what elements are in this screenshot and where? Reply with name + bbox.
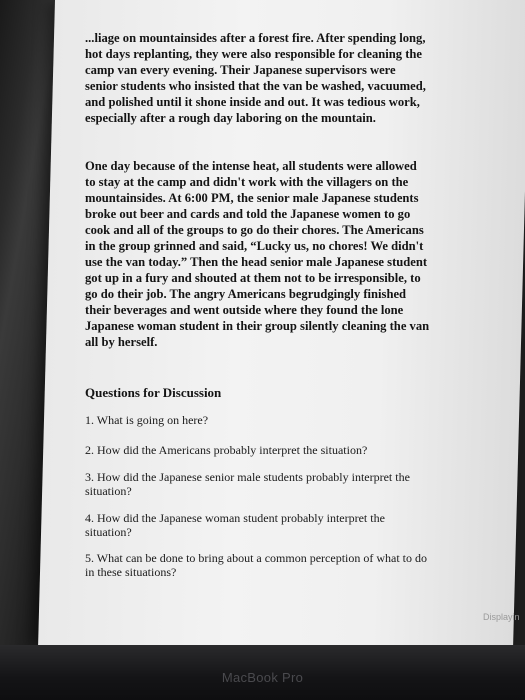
paragraph-1: ...liage on mountainsides after a forest fire. After spending long, hot days replanting, they were also responsible for cleaning the camp van every evening. Their Japanese supervisors were senior students who insisted that the van be washed, vacuumed, and polished until it shone inside and out. It was tedious work, especially after a rough day laboring on the mountain. (85, 31, 426, 125)
question-4: 4. How did the Japanese woman student probably interpret the situation? (85, 511, 385, 539)
paragraph-2: One day because of the intense heat, all students were allowed to stay at the camp and didn't work with the villagers on the mountainsides. At 6:00 PM, the senior male Japanese students broke out beer and cards and told the Japanese women to go cook and all of the groups to go do their chores. The Americans in the group grinned and said, “Lucky us, no chores! We didn't use the van today.” Then the head senior male Japanese student got up in a fury and shouted at them not to be irresponsible, to go do their job. The angry Americans begrudgingly finished their beverages and went outside where they found the lone Japanese woman student in their group silently cleaning the van all by herself. (85, 159, 430, 349)
side-label: Displayin (483, 612, 520, 622)
question-5: 5. What can be done to bring about a common perception of what to do in these situations? (85, 551, 428, 579)
question-3: 3. How did the Japanese senior male students probably interpret the situation? (85, 470, 410, 498)
brand-label: MacBook Pro (221, 670, 304, 685)
question-2: 2. How did the Americans probably interpret the situation? (85, 443, 368, 457)
questions-heading: Questions for Discussion (85, 385, 222, 400)
question-1: 1. What is going on here? (85, 413, 209, 427)
